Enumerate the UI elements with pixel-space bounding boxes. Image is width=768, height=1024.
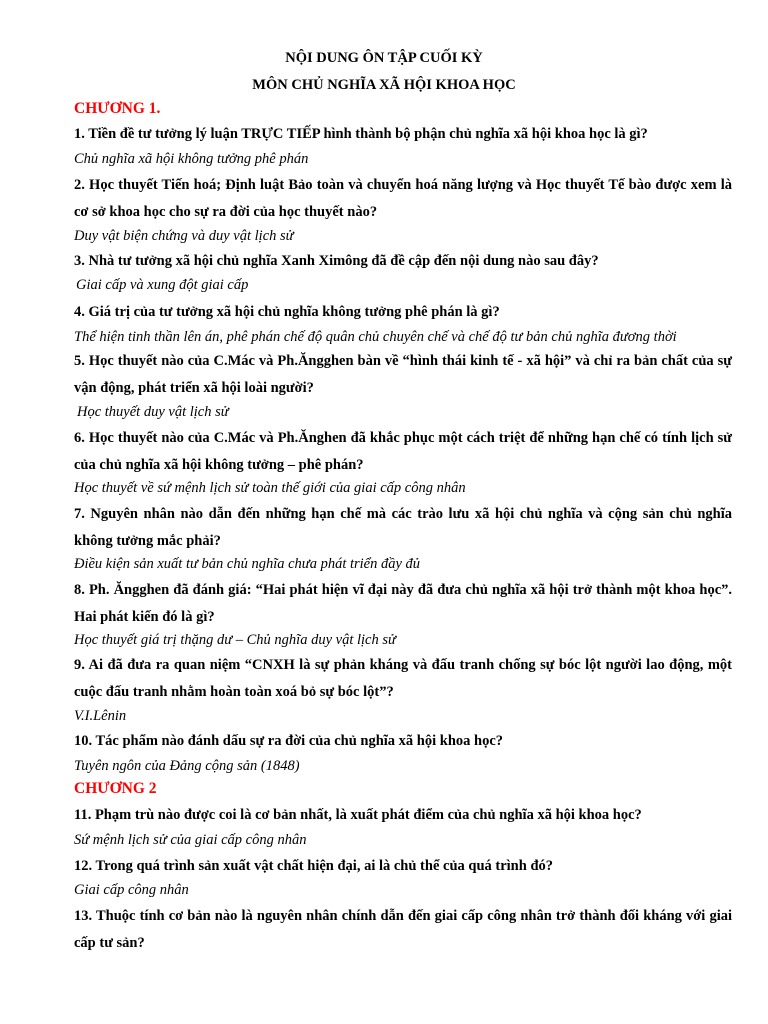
answer-3: Giai cấp và xung đột giai cấp bbox=[76, 277, 249, 293]
answer-12: Giai cấp công nhân bbox=[74, 882, 189, 898]
question-6: 6. Học thuyết nào của C.Mác và Ph.Ănghen đã khắc phục một cách triệt để những hạn chế có tính lịch sử của chủ nghĩa xã hội không tưởng – phê phán? bbox=[74, 430, 732, 473]
answer-1: Chủ nghĩa xã hội không tưởng phê phán bbox=[74, 151, 309, 167]
answer-7: Điều kiện sản xuất tư bản chủ nghĩa chưa phát triển đầy đủ bbox=[74, 556, 421, 572]
question-2: 2. Học thuyết Tiến hoá; Định luật Bảo toàn và chuyển hoá năng lượng và Học thuyết Tế bào được xem là cơ sở khoa học cho sự ra đời của học thuyết nào? bbox=[74, 177, 732, 220]
question-5: 5. Học thuyết nào của C.Mác và Ph.Ăngghen bàn về “hình thái kinh tế - xã hội” và chỉ ra bản chất của sự vận động, phát triển xã hội loài người? bbox=[74, 353, 732, 396]
answer-6: Học thuyết về sứ mệnh lịch sử toàn thế giới của giai cấp công nhân bbox=[74, 480, 466, 496]
question-11: 11. Phạm trù nào được coi là cơ bản nhất, là xuất phát điểm của chủ nghĩa xã hội khoa học? bbox=[74, 807, 642, 823]
answer-2: Duy vật biện chứng và duy vật lịch sử bbox=[74, 228, 294, 244]
question-1: 1. Tiền đề tư tưởng lý luận TRỰC TIẾP hình thành bộ phận chủ nghĩa xã hội khoa học là gì? bbox=[74, 126, 648, 142]
question-13: 13. Thuộc tính cơ bản nào là nguyên nhân chính dẫn đến giai cấp công nhân trở thành đối kháng với giai cấp tư sản? bbox=[74, 908, 732, 951]
question-3: 3. Nhà tư tưởng xã hội chủ nghĩa Xanh Ximông đã đề cập đến nội dung nào sau đây? bbox=[74, 253, 599, 269]
answer-10: Tuyên ngôn của Đảng cộng sản (1848) bbox=[74, 758, 300, 774]
answer-5: Học thuyết duy vật lịch sử bbox=[77, 404, 229, 420]
question-4: 4. Giá trị của tư tưởng xã hội chủ nghĩa không tưởng phê phán là gì? bbox=[74, 304, 500, 320]
question-7: 7. Nguyên nhân nào dẫn đến những hạn chế mà các trào lưu xã hội chủ nghĩa và cộng sản chủ nghĩa không tưởng mắc phải? bbox=[74, 506, 732, 549]
answer-4: Thể hiện tinh thần lên án, phê phán chế độ quân chủ chuyên chế và chế độ tư bản chủ nghĩa đương thời bbox=[74, 329, 677, 345]
chapter-heading-2: CHƯƠNG 2 bbox=[74, 780, 157, 797]
answer-8: Học thuyết giá trị thặng dư – Chủ nghĩa duy vật lịch sử bbox=[74, 632, 396, 648]
answer-11: Sứ mệnh lịch sử của giai cấp công nhân bbox=[74, 832, 307, 848]
question-10: 10. Tác phẩm nào đánh dấu sự ra đời của chủ nghĩa xã hội khoa học? bbox=[74, 733, 504, 749]
page-title: NỘI DUNG ÔN TẬP CUỐI KỲ bbox=[285, 50, 483, 66]
question-12: 12. Trong quá trình sản xuất vật chất hiện đại, ai là chủ thể của quá trình đó? bbox=[74, 858, 554, 874]
chapter-heading-1: CHƯƠNG 1. bbox=[74, 100, 161, 117]
page-subtitle: MÔN CHỦ NGHĨA XÃ HỘI KHOA HỌC bbox=[252, 77, 516, 93]
question-9: 9. Ai đã đưa ra quan niệm “CNXH là sự phản kháng và đấu tranh chống sự bóc lột người lao động, một cuộc đấu tranh nhằm hoàn toàn xoá bỏ sự bóc lột”? bbox=[74, 657, 732, 700]
answer-9: V.I.Lênin bbox=[74, 708, 127, 724]
question-8: 8. Ph. Ăngghen đã đánh giá: “Hai phát hiện vĩ đại này đã đưa chủ nghĩa xã hội trở thành một khoa học”. Hai phát kiến đó là gì? bbox=[74, 582, 732, 625]
